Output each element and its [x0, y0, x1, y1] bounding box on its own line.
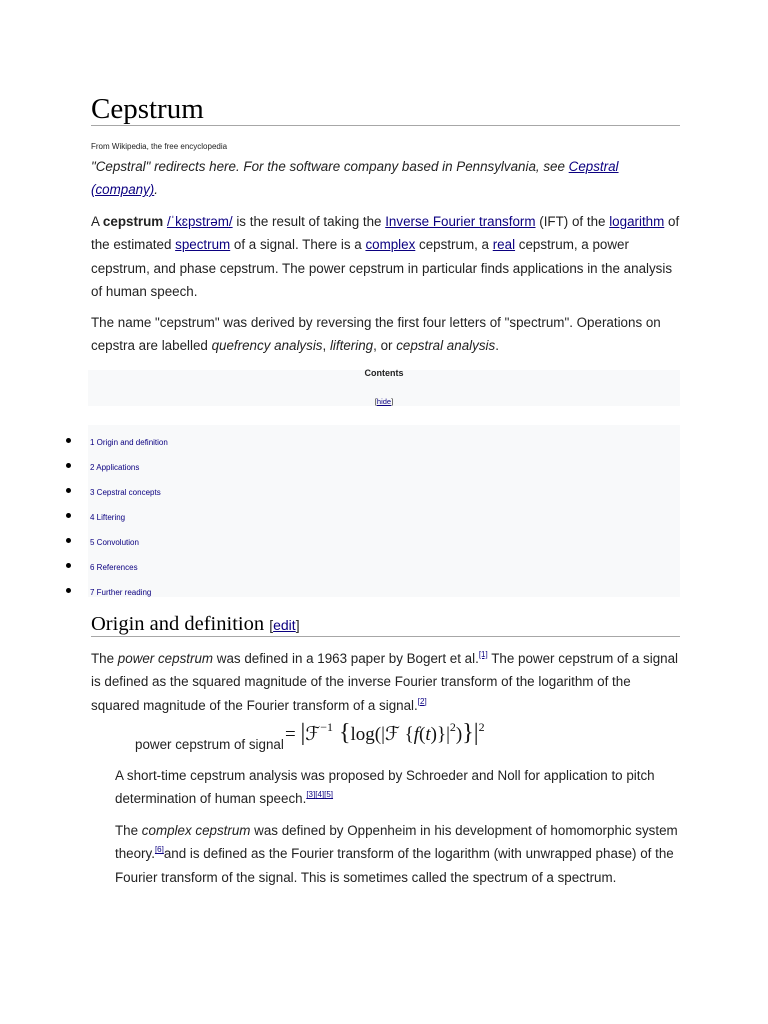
text: (IFT) of the [535, 214, 610, 229]
toc-hide-control [88, 397, 680, 406]
text: The [115, 823, 142, 838]
text: The name "cepstrum" was derived by reversing the first four letters of "spectrum". Operations on cepstra are labelled [91, 315, 661, 354]
toc-bullet [66, 538, 71, 543]
complex-link[interactable]: complex [365, 237, 416, 253]
toc-bullet [66, 563, 71, 568]
cepstral-company-link[interactable]: Cepstral (company) [91, 159, 619, 198]
citation-link-4[interactable]: [4] [315, 790, 325, 800]
section-divider [91, 636, 680, 637]
toc-item-convolution[interactable]: 5 Convolution [90, 538, 139, 547]
toc-list [88, 425, 680, 597]
term-bold: cepstrum [102, 214, 164, 229]
citation [155, 845, 164, 854]
citation-link-3[interactable]: [3] [306, 790, 316, 800]
ipa-pronunciation-link[interactable]: /ˈkɛpstrəm/ [166, 214, 233, 229]
title-divider [91, 125, 680, 126]
citation-link-6[interactable]: [6] [154, 845, 164, 855]
toc-bullet [66, 513, 71, 518]
citation [479, 650, 488, 659]
toc-item-cepstral-concepts[interactable]: 3 Cepstral concepts [90, 488, 161, 497]
real-link[interactable]: real [492, 237, 516, 253]
citation [418, 697, 427, 706]
term-italic: liftering [329, 338, 374, 354]
bracket: ] [391, 397, 394, 406]
term-italic: complex cepstrum [141, 823, 251, 838]
toc-item-applications[interactable]: 2 Applications [90, 463, 140, 472]
text: The power cepstrum of a signal is defined as the squared magnitude of the inverse Fourier transform of the logarithm of the squared magnitude of the Fourier transform of a signal. [91, 651, 679, 713]
text: cepstrum, a [415, 237, 493, 253]
hatnote-text: "Cepstral" redirects here. For the software company based in Pennsylvania, see [91, 159, 569, 174]
text: A short-time cepstrum analysis was proposed by Schroeder and Noll for application to pitch determination of human speech. [115, 768, 655, 807]
citation-link-1[interactable]: [1] [478, 650, 488, 659]
edit-section-control [269, 617, 299, 633]
toc-bullet [66, 463, 71, 468]
citation-link-5[interactable]: [5] [324, 790, 334, 800]
formula-label: power cepstrum of signal [135, 737, 284, 752]
bracket: [ [374, 397, 377, 406]
term-italic: power cepstrum [117, 651, 214, 666]
intro-paragraph-1 [91, 210, 680, 303]
term-italic: cepstral analysis [396, 338, 496, 354]
toc-bullet [66, 588, 71, 593]
intro-paragraph-2 [91, 311, 680, 358]
citation-link-2[interactable]: [2] [417, 696, 427, 706]
text: was defined in a 1963 paper by Bogert et al. [213, 651, 479, 666]
text: was defined by Oppenheim in his development of homomorphic system theory. [115, 823, 678, 862]
site-tagline: From Wikipedia, the free encyclopedia [91, 142, 228, 151]
logarithm-link[interactable]: logarithm [609, 214, 665, 229]
formula-math: = |ℱ$^{-1}$ {log(|ℱ $\{f(t)\}|^2)\}|^2$ [285, 720, 485, 746]
text: of a signal. There is a [230, 237, 366, 253]
toc-item-origin-and-definition[interactable]: 1 Origin and definition [90, 438, 168, 447]
text: A [91, 214, 103, 229]
toc-item-references[interactable]: 6 References [90, 563, 138, 572]
toc-item-liftering[interactable]: 4 Liftering [90, 513, 126, 522]
toc-bullet [66, 488, 71, 493]
section-paragraph-1 [91, 647, 680, 717]
edit-section-link[interactable]: edit [273, 617, 296, 633]
section-heading [91, 610, 300, 639]
text: is the result of taking the [232, 214, 386, 229]
text: and is defined as the Fourier transform of the logarithm (with unwrapped phase) of the Fourier transform of the signal. This is sometimes called the spectrum of a spectrum. [115, 846, 674, 885]
bracket: [ [269, 617, 274, 633]
spectrum-link[interactable]: spectrum [175, 237, 231, 253]
text: cepstrum, a power cepstrum, and phase cepstrum. The power cepstrum in particular finds applications in the analysis of human speech. [91, 237, 673, 299]
inverse-fourier-transform-link[interactable]: Inverse Fourier transform [385, 214, 536, 229]
text: , [322, 338, 330, 354]
text: . [495, 338, 499, 354]
section-paragraph-2 [115, 764, 680, 811]
toc-bullet [66, 438, 71, 443]
citation [306, 790, 333, 799]
page-title: Cepstrum [91, 93, 204, 125]
section-paragraph-3 [115, 819, 680, 889]
bracket: ] [295, 617, 300, 633]
power-cepstrum-formula [135, 720, 555, 760]
text: The [91, 651, 118, 666]
text: of the estimated [91, 214, 680, 253]
hatnote [91, 155, 680, 202]
term-italic: quefrency analysis [211, 338, 323, 354]
section-heading-text: Origin and definition [91, 613, 265, 635]
toc-hide-link[interactable]: hide [376, 397, 392, 406]
hatnote-end: . [154, 182, 158, 198]
text: , or [373, 338, 397, 354]
toc-item-further-reading[interactable]: 7 Further reading [90, 588, 152, 597]
toc-title: Contents [364, 368, 404, 378]
